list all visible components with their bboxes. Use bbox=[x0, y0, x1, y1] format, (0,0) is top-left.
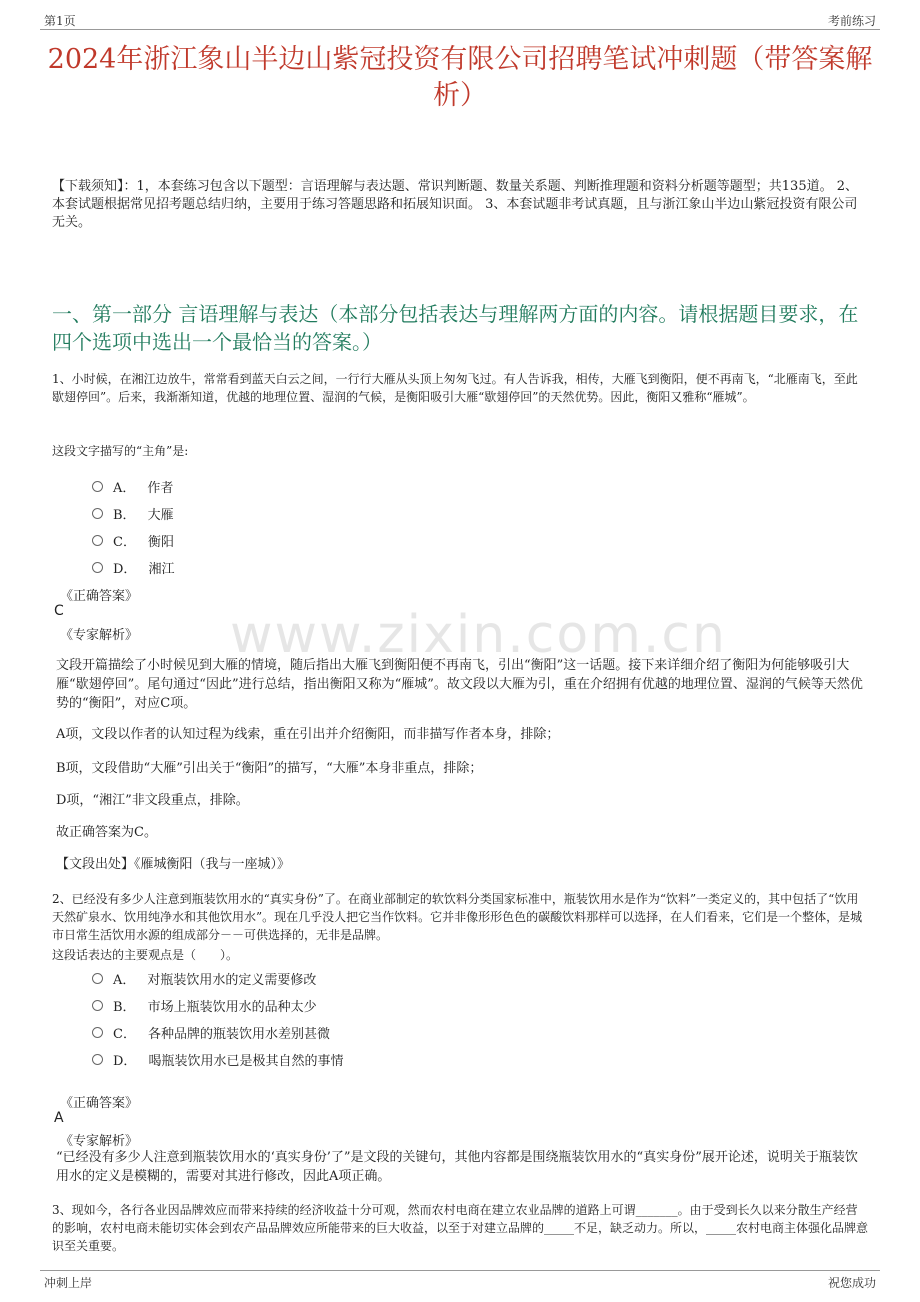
question-1-analysis-a: A项，文段以作者的认知过程为线索，重在引出并介绍衡阳，而非描写作者本身，排除； bbox=[56, 727, 560, 742]
question-1-option-c[interactable] bbox=[92, 530, 174, 550]
question-2-option-a[interactable] bbox=[92, 968, 316, 988]
question-2-stem: 2、已经没有多少人注意到瓶装饮用水的“真实身份”了。在商业部制定的软饮料分类国家标准中，瓶装饮用水是作为“饮料”一类定义的，其中包括了“饮用天然矿泉水、饮用纯净水和其他饮用水”。现在几乎没人把它当作饮料。它并非像形形色色的碳酸饮料那样可以选择，在人们看来，它们是一个整体，是城市日常生活饮用水源的组成部分－－可供选择的，无非是品牌。 bbox=[52, 892, 863, 942]
option-text: 各种品牌的瓶装饮用水差别甚微 bbox=[147, 1026, 330, 1042]
question-1-answer: C bbox=[54, 603, 64, 619]
question-2-answer: A bbox=[54, 1110, 64, 1126]
download-notice: 【下载须知】：1，本套练习包含以下题型：言语理解与表达题、常识判断题、数量关系题、判断推理题和资料分析题等题型；共135道。 2、本套试题根据常见招考题总结归纳，主要用于练习答题思路和拓展知识面。 3、本套试题非考试真题，且与浙江象山半边山紫冠投资有限公司无关。 bbox=[52, 179, 858, 230]
question-2-analysis-label: 《专家解析》 bbox=[60, 1134, 139, 1149]
radio-icon[interactable] bbox=[92, 535, 103, 546]
option-letter: D． bbox=[113, 561, 137, 577]
question-2-option-c[interactable] bbox=[92, 1022, 330, 1042]
question-1-option-d[interactable] bbox=[92, 557, 174, 577]
radio-icon[interactable] bbox=[92, 1027, 103, 1038]
radio-icon[interactable] bbox=[92, 1000, 103, 1011]
question-1-analysis-main: 文段开篇描绘了小时候见到大雁的情境，随后指出大雁飞到衡阳便不再南飞，引出“衡阳”这一话题。接下来详细介绍了衡阳为何能够吸引大雁“歇翅停回”。尾句通过“因此”进行总结，指出衡阳又称为“雁城”。故文段以大雁为引，重在介绍拥有优越的地理位置、湿润的气候等天然优势的“衡阳”，对应C项。 bbox=[56, 658, 863, 711]
option-letter: A． bbox=[113, 480, 136, 496]
page-header bbox=[40, 12, 880, 30]
question-2-answer-label: 《正确答案》 bbox=[60, 1096, 139, 1111]
question-1-analysis-d: D项，“湘江”非文段重点，排除。 bbox=[56, 793, 249, 808]
option-letter: B． bbox=[113, 507, 136, 523]
question-2-option-d[interactable] bbox=[92, 1049, 343, 1069]
question-1-option-a[interactable] bbox=[92, 476, 173, 496]
question-1-analysis-conclusion: 故正确答案为C。 bbox=[56, 825, 157, 840]
question-1-analysis-label: 《专家解析》 bbox=[60, 628, 139, 643]
question-2-prompt: 这段话表达的主要观点是（ ）。 bbox=[52, 948, 239, 962]
option-text: 衡阳 bbox=[147, 534, 174, 550]
radio-icon[interactable] bbox=[92, 973, 103, 984]
option-text: 湘江 bbox=[148, 561, 175, 577]
question-1-option-b[interactable] bbox=[92, 503, 174, 523]
section-heading: 一、第一部分 言语理解与表达（本部分包括表达与理解两方面的内容。请根据题目要求，在四个选项中选出一个最恰当的答案。） bbox=[52, 302, 859, 354]
option-letter: C． bbox=[113, 1026, 136, 1042]
question-2-option-b[interactable] bbox=[92, 995, 317, 1015]
option-text: 大雁 bbox=[147, 507, 174, 523]
page-footer bbox=[40, 1270, 880, 1290]
footer-left: 冲刺上岸 bbox=[44, 1276, 93, 1290]
radio-icon[interactable] bbox=[92, 508, 103, 519]
radio-icon[interactable] bbox=[92, 562, 103, 573]
header-note: 考前练习 bbox=[827, 14, 876, 28]
question-2-analysis: “已经没有多少人注意到瓶装饮用水的‘真实身份’了”是文段的关键句，其他内容都是围绕瓶装饮用水的“真实身份”展开论述，说明关于瓶装饮用水的定义是模糊的，需要对其进行修改，因此A项正确。 bbox=[56, 1150, 858, 1184]
option-letter: B． bbox=[113, 999, 136, 1015]
radio-icon[interactable] bbox=[92, 481, 103, 492]
option-text: 对瓶装饮用水的定义需要修改 bbox=[147, 972, 317, 988]
question-1-analysis-b: B项，文段借助“大雁”引出关于“衡阳”的描写，“大雁”本身非重点，排除； bbox=[56, 761, 483, 776]
footer-right: 祝您成功 bbox=[827, 1276, 876, 1290]
document-title: 2024年浙江象山半边山紫冠投资有限公司招聘笔试冲刺题（带答案解析） bbox=[47, 44, 873, 111]
radio-icon[interactable] bbox=[92, 1054, 103, 1065]
option-letter: D． bbox=[113, 1053, 137, 1069]
option-letter: C． bbox=[113, 534, 136, 550]
option-letter: A． bbox=[113, 972, 136, 988]
question-1-answer-label: 《正确答案》 bbox=[60, 589, 139, 604]
option-text: 喝瓶装饮用水已是极其自然的事情 bbox=[148, 1053, 344, 1069]
question-3-stem: 3、现如今，各行各业因品牌效应而带来持续的经济收益十分可观，然而农村电商在建立农业品牌的道路上可谓_______。由于受到长久以来分散生产经营的影响，农村电商未能切实体会到农产品品牌效应所能带来的巨大收益，以至于对建立品牌的_____不足，缺乏动力。所以，_____农村电商主体强化品牌意识至关重要。 bbox=[52, 1203, 869, 1253]
question-1-prompt: 这段文字描写的“主角”是: bbox=[52, 444, 189, 458]
watermark: www.zixin.com.cn bbox=[230, 605, 727, 665]
page-number: 第1页 bbox=[44, 14, 76, 28]
option-text: 作者 bbox=[147, 480, 174, 496]
question-1-source: 【文段出处】《雁城衡阳（我与一座城）》 bbox=[56, 857, 291, 872]
option-text: 市场上瓶装饮用水的品种太少 bbox=[147, 999, 317, 1015]
question-1-stem: 1、小时候，在湘江边放牛，常常看到蓝天白云之间，一行行大雁从头顶上匆匆飞过。有人告诉我，相传，大雁飞到衡阳，便不再南飞，“北雁南飞，至此歇翅停回”。后来，我渐渐知道，优越的地理位置、湿润的气候，是衡阳吸引大雁“歇翅停回”的天然优势。因此，衡阳又雅称“雁城”。 bbox=[52, 372, 858, 404]
